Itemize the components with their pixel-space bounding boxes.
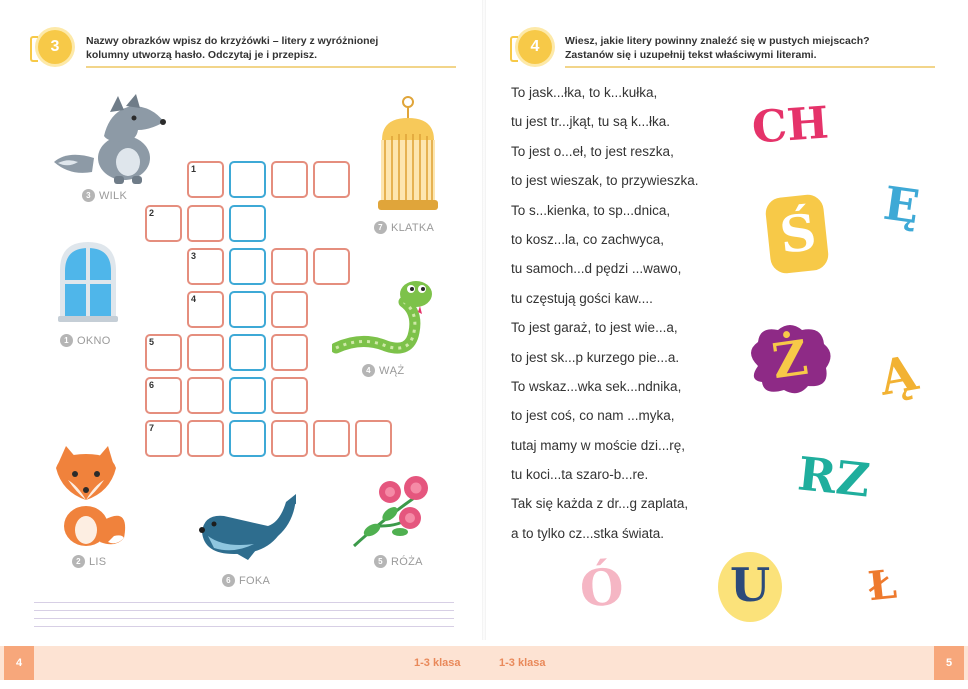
binder-ring-icon [510,36,518,62]
crossword-row-number: 1 [191,164,197,174]
picture-number: 7 [374,221,387,234]
picture-word: WĄŻ [379,364,405,377]
poem-line: To jest garaż, to jest wie...a, [511,320,678,336]
poem-line: to jest wieszak, to przywieszka. [511,173,699,189]
picture-number: 4 [362,364,375,377]
crossword-cell[interactable] [271,420,308,457]
poem-line: To wskaz...wka sek...ndnika, [511,378,682,394]
picture-word: WILK [99,189,128,202]
instruction-line: Zastanów się i uzupełnij tekst właściwymi literami. [565,49,817,61]
instruction-underline [565,66,935,68]
instruction-line: Wiesz, jakie litery powinny znaleźć się w pustych miejscach? [565,35,870,47]
binder-ring-icon [30,36,38,62]
answer-write-line[interactable] [34,610,454,611]
crossword-row-number: 5 [149,337,155,347]
crossword-key-cell[interactable] [229,161,266,198]
crossword-key-cell[interactable] [229,291,266,328]
wolf-icon [48,92,170,186]
exercise-number-badge [38,30,72,64]
seal-icon [194,492,298,560]
letter-a-ogonek: Ą [875,345,922,407]
picture-word: KLATKA [391,221,435,234]
poem-line: tu jest tr...jkąt, tu są k...łka. [511,114,671,130]
poem-line: tu koci...ta szaro-b...re. [511,467,649,483]
crossword-cell[interactable] [271,291,308,328]
poem-line: tutaj mamy w moście dzi...rę, [511,437,686,453]
crossword-cell[interactable] [355,420,392,457]
poem-line: tu samoch...d pędzi ...wawo, [511,261,682,277]
crossword-cell[interactable] [271,248,308,285]
crossword-row-number: 6 [149,380,155,390]
picture-word: RÓŻA [391,555,423,568]
picture-label-wilk [82,189,127,202]
answer-write-line[interactable] [34,626,454,627]
crossword-row-number: 7 [149,423,155,433]
snake-icon [332,276,440,356]
crossword-key-cell[interactable] [229,420,266,457]
rose-icon [350,474,436,548]
crossword-row-number: 4 [191,294,197,304]
fill-in-poem [511,78,699,548]
picture-label-waz [362,364,404,377]
exercise-instruction [565,34,870,62]
crossword-cell[interactable] [313,161,350,198]
picture-label-foka [222,574,270,587]
crossword-cell[interactable] [187,377,224,414]
picture-number: 6 [222,574,235,587]
crossword-row-number: 2 [149,208,155,218]
exercise-number: 3 [50,38,60,55]
letter-s-acute: Ś [776,202,820,265]
crossword-cell[interactable] [313,420,350,457]
letter-u: U [729,558,771,612]
exercise-number-badge [518,30,552,64]
crossword-key-cell[interactable] [229,334,266,371]
crossword-cell[interactable] [187,334,224,371]
answer-write-line[interactable] [34,618,454,619]
poem-line: to jest sk...p kurzego pie...a. [511,349,680,365]
picture-label-roza [374,555,423,568]
picture-number: 3 [82,189,95,202]
instruction-underline [86,66,456,68]
picture-number: 2 [72,555,85,568]
poem-line: To jest o...eł, to jest reszka, [511,143,674,159]
picture-number: 1 [60,334,73,347]
page-number-right: 5 [934,646,964,680]
crossword-cell[interactable] [187,205,224,242]
picture-number: 5 [374,555,387,568]
picture-label-okno [60,334,111,347]
poem-line: a to tylko cz...stka świata. [511,525,665,541]
page-number-left: 4 [4,646,34,680]
crossword-cell[interactable] [271,161,308,198]
letter-l-stroke: Ł [865,560,899,611]
letter-ch: CH [750,97,831,154]
footer-grade-label: 1-3 klasa [414,657,461,669]
footer-grade-label: 1-3 klasa [499,657,546,669]
poem-line: to kosz...la, co zachwyca, [511,231,665,247]
poem-line: to jest coś, co nam ...myka, [511,408,675,424]
picture-word: LIS [89,555,107,568]
picture-label-klatka [374,221,434,234]
crossword-row-number: 3 [191,251,197,261]
birdcage-icon [376,96,440,214]
poem-line: tu częstują gości kaw.... [511,290,653,306]
poem-line: To s...kienka, to sp...dnica, [511,202,671,218]
crossword-cell[interactable] [271,377,308,414]
letter-rz: RZ [795,446,873,508]
crossword-key-cell[interactable] [229,248,266,285]
page-footer-band [0,646,968,680]
picture-word: FOKA [239,574,271,587]
answer-write-line[interactable] [34,602,454,603]
letter-e-ogonek: Ę [880,175,923,235]
window-icon [58,240,118,322]
letter-z-dot: Ż [768,329,812,391]
crossword-key-cell[interactable] [229,205,266,242]
fox-icon [50,446,132,550]
instruction-line: kolumny utworzą hasło. Odczytaj je i przepisz. [86,49,318,61]
picture-label-lis [72,555,106,568]
crossword-cell[interactable] [271,334,308,371]
poem-line: To jask...łka, to k...kułka, [511,85,658,100]
exercise-number: 4 [530,38,540,55]
instruction-line: Nazwy obrazków wpisz do krzyżówki – litery z wyróżnionej [86,35,379,47]
poem-line: Tak się każda z dr...g zaplata, [511,496,689,512]
exercise-instruction [86,34,378,62]
crossword-cell[interactable] [187,420,224,457]
picture-word: OKNO [77,334,111,347]
crossword-key-cell[interactable] [229,377,266,414]
letter-o-acute: Ó [577,556,626,619]
